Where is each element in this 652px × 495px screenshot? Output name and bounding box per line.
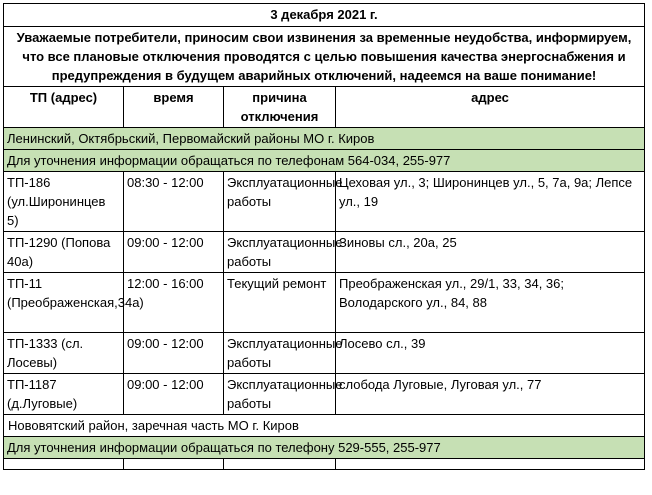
reason-cell: Эксплуатационные работы [224, 333, 336, 374]
header-address: адрес [336, 87, 645, 128]
header-tp: ТП (адрес) [4, 87, 124, 128]
district-label: Ленинский, Октябрьский, Первомайский районы МО г. Киров [4, 128, 645, 150]
table-row [4, 459, 645, 470]
time-cell: 12:00 - 16:00 [124, 273, 224, 333]
table-row [4, 232, 645, 273]
address-cell: Цеховая ул., 3; Широнинцев ул., 5, 7а, 9а; Лепсе ул., 19 [336, 172, 645, 232]
table-row [4, 273, 645, 333]
district-row [4, 128, 645, 150]
district-row [4, 415, 645, 437]
address-cell: Преображенская ул., 29/1, 33, 34, 36; Володарского ул., 84, 88 [336, 273, 645, 333]
header-time: время [124, 87, 224, 128]
district-label: Нововятский район, заречная часть МО г. Киров [4, 415, 645, 437]
address-cell: слобода Луговые, Луговая ул., 77 [336, 374, 645, 415]
date-row [4, 4, 645, 27]
reason-cell: Эксплуатационные работы [224, 374, 336, 415]
contact-row [4, 150, 645, 172]
tp-cell: ТП-1333 (сл. Лосевы) [4, 333, 124, 374]
reason-cell: Эксплуатационные работы [224, 172, 336, 232]
tp-cell: ТП-186 (ул.Широнинцев 5) [4, 172, 124, 232]
tp-cell: ТП-11 (Преображенская,34а) [4, 273, 124, 333]
outage-schedule-table [3, 3, 645, 470]
table-row [4, 333, 645, 374]
apology-notice: Уважаемые потребители, приносим свои извинения за временные неудобства, информируем, что все плановые отключения проводятся с целью повышения качества энергоснабжения и предупреждения в будущем аварийных отключений, надеемся на ваше понимание! [4, 27, 645, 87]
table-row [4, 172, 645, 232]
tp-cell: ТП-1187 (д.Луговые) [4, 374, 124, 415]
contact-info: Для уточнения информации обращаться по телефону 529-555, 255-977 [4, 437, 645, 459]
header-reason: причина отключения [224, 87, 336, 128]
empty-cell [224, 459, 336, 470]
contact-info: Для уточнения информации обращаться по телефонам 564-034, 255-977 [4, 150, 645, 172]
time-cell: 09:00 - 12:00 [124, 333, 224, 374]
notice-row [4, 27, 645, 87]
contact-row [4, 437, 645, 459]
empty-cell [4, 459, 124, 470]
time-cell: 09:00 - 12:00 [124, 374, 224, 415]
tp-cell: ТП-1290 (Попова 40а) [4, 232, 124, 273]
address-cell: Зиновы сл., 20а, 25 [336, 232, 645, 273]
table-row [4, 374, 645, 415]
time-cell: 09:00 - 12:00 [124, 232, 224, 273]
schedule-date: 3 декабря 2021 г. [4, 4, 645, 27]
reason-cell: Эксплуатационные работы [224, 232, 336, 273]
reason-cell: Текущий ремонт [224, 273, 336, 333]
empty-cell [124, 459, 224, 470]
address-cell: Лосево сл., 39 [336, 333, 645, 374]
empty-cell [336, 459, 645, 470]
header-row [4, 87, 645, 128]
time-cell: 08:30 - 12:00 [124, 172, 224, 232]
